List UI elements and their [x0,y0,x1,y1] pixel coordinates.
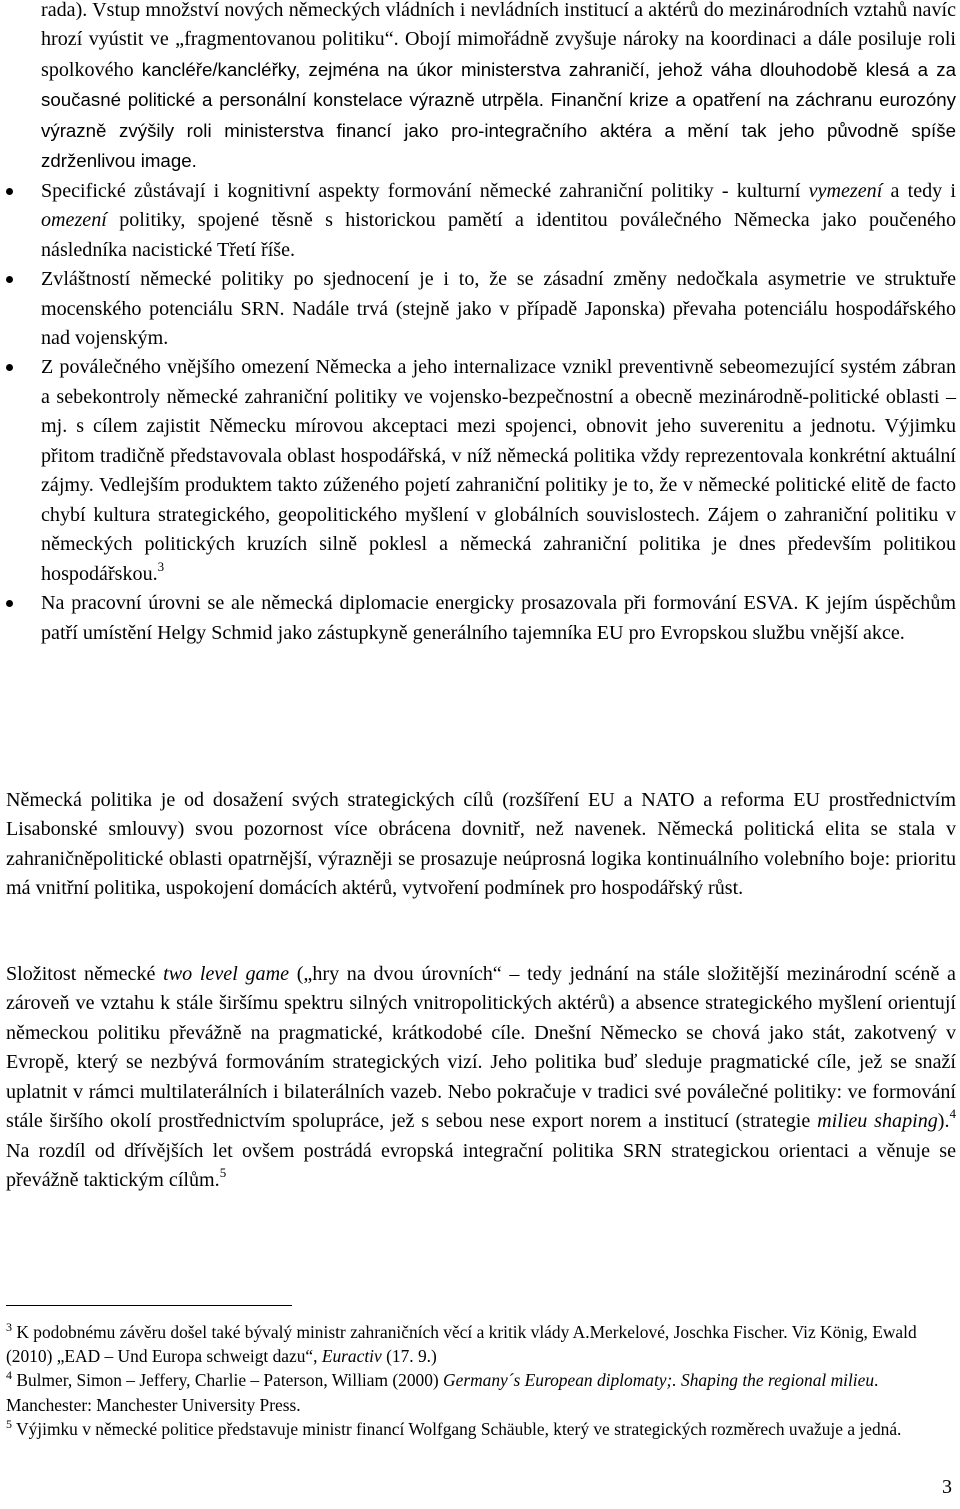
continuation-text: rada). Vstup množství nových německých vládních i nevládních institucí a aktérů do mezinárodních vztahů navíc hrozí vyústit ve „fragmentovanou politiku“. Obojí mimořádně zvyšuje nároky na koordinaci a dále posiluje roli spolkového kancléře/kancléřky, zejména na úkor ministerstva zahraničí, jehož váha dlouhodobě klesá a za současné politické a personální konstelace výrazně utrpěla. Finanční krize a opatření na záchranu eurozóny výrazně zvýšily roli ministerstva financí jako pro-integračního aktéra a mění tak jeho původně spíše zdrženlivou image. [41,0,956,172]
list-item: Zvláštností německé politiky po sjednocení je i to, že se zásadní změny nedočkala asymetrie ve struktuře mocenského potenciálu SRN. Nadále trvá (stejně jako v případě Japonska) převaha potenciálu hospodářského nad vojenským. [6,265,956,353]
footnote-separator [6,1305,292,1306]
list-item [6,0,956,177]
paragraph: Složitost německé two level game („hry na dvou úrovních“ – tedy jednání na stále složitější mezinárodní scéně a zároveň ve vztahu k stále širšímu spektru silných vnitropolitických aktérů) a absence strategického myšlení orientují německou politiku převážně na pragmatické, krátkodobé cíle. Dnešní Německo se chová jako stát, zakotvený v Evropě, který se nezbývá formováním strategických vizí. Jeho politika buď sleduje pragmatické cíle, jež se snaží uplatnit v rámci multilaterálních i bilaterálních vazeb. Nebo pokračuje v tradici své poválečné politiky: ve formování stále širšího okolí prostřednictvím spolupráce, jež s sebou nese export norem a institucí (strategie milieu shaping).$^4$ Na rozdíl od dřívějších let ovšem postrádá evropská integrační politika SRN strategickou orientaci a věnuje se převážně taktickým cílům.$^5$ [6,963,957,1192]
bullet-icon [6,188,13,195]
list-item: Na pracovní úrovni se ale německá diplomacie energicky prosazovala při formování ESVA. K jejím úspěchům patří umístění Helgy Schmid jako zástupkyně generálního tajemníka EU pro Evropskou službu vnější akce. [6,589,956,648]
footnotes [6,1320,956,1441]
list-item: Specifické zůstávají i kognitivní aspekty formování německé zahraniční politiky - kulturní vymezení a tedy i omezení politiky, spojené těsně s historickou pamětí a identitou poválečného Německa jako poučeného následníka nacistické Třetí říše. [6,177,956,265]
bullet-icon [6,364,13,371]
list-item: Z poválečného vnějšího omezení Německa a jeho internalizace vznikl preventivně sebeomezující systém zábran a sebekontroly německé zahraniční politiky ve vojensko-bezpečnostní a obecně mezinárodně-politické oblasti – mj. s cílem zajistit Německu mírovou akceptaci mezi spojenci, obnovit jeho suverenitu a jednotu. Výjimku přitom tradičně představovala oblast hospodářská, v níž německá politika vždy reprezentovala konkrétní aktuální zájmy. Vedlejším produktem takto zúženého pojetí zahraniční politiky je to, že v německé politické elitě de facto chybí kultura strategického, geopolitického myšlení v globálních souvislostech. Zájem o zahraniční politiku v německých politických kruzích silně poklesl a německá zahraniční politika je dnes především politikou hospodářskou.$^3$ [6,353,956,589]
paragraph: Německá politika je od dosažení svých strategických cílů (rozšíření EU a NATO a reforma EU prostřednictvím Lisabonské smlouvy) svou pozornost více obrácena dovnitř, než navenek. Německá politická elita se stala v zahraničněpolitické oblasti opatrnější, výrazněji se prosazuje neúprosná logika kontinuálního volebního boje: prioritu má vnitřní politika, uspokojení domácích aktérů, vytvoření podmínek pro hospodářský růst. [6,789,956,900]
page-number: 3 [942,1476,952,1498]
bullet-icon [6,600,13,607]
bullet-icon [6,276,13,283]
footnote-ref[interactable]: 5 [219,1165,227,1181]
footnote-ref[interactable]: 3 [157,558,165,574]
footnote-ref[interactable]: 4 [949,1106,957,1122]
footnote: $^3$ K podobnému závěru došel také bývalý ministr zahraničních věcí a kritik vlády A.Merkelové, Joschka Fischer. Viz König, Ewald (2010) „EAD – Und Europa schweigt dazu“, Euractiv (17. 9.) [6,1320,917,1367]
footnote: $^5$ Výjimku v německé politice představuje ministr financí Wolfgang Schäuble, který ve strategických rozměrech uvažuje a jedná. [6,1416,902,1439]
footnote: $^4$ Bulmer, Simon – Jeffery, Charlie – Paterson, William (2000) Germany´s European diplomaty;. Shaping the regional milieu. Manchester: Manchester University Press. [6,1368,879,1415]
bullet-list [6,0,956,648]
